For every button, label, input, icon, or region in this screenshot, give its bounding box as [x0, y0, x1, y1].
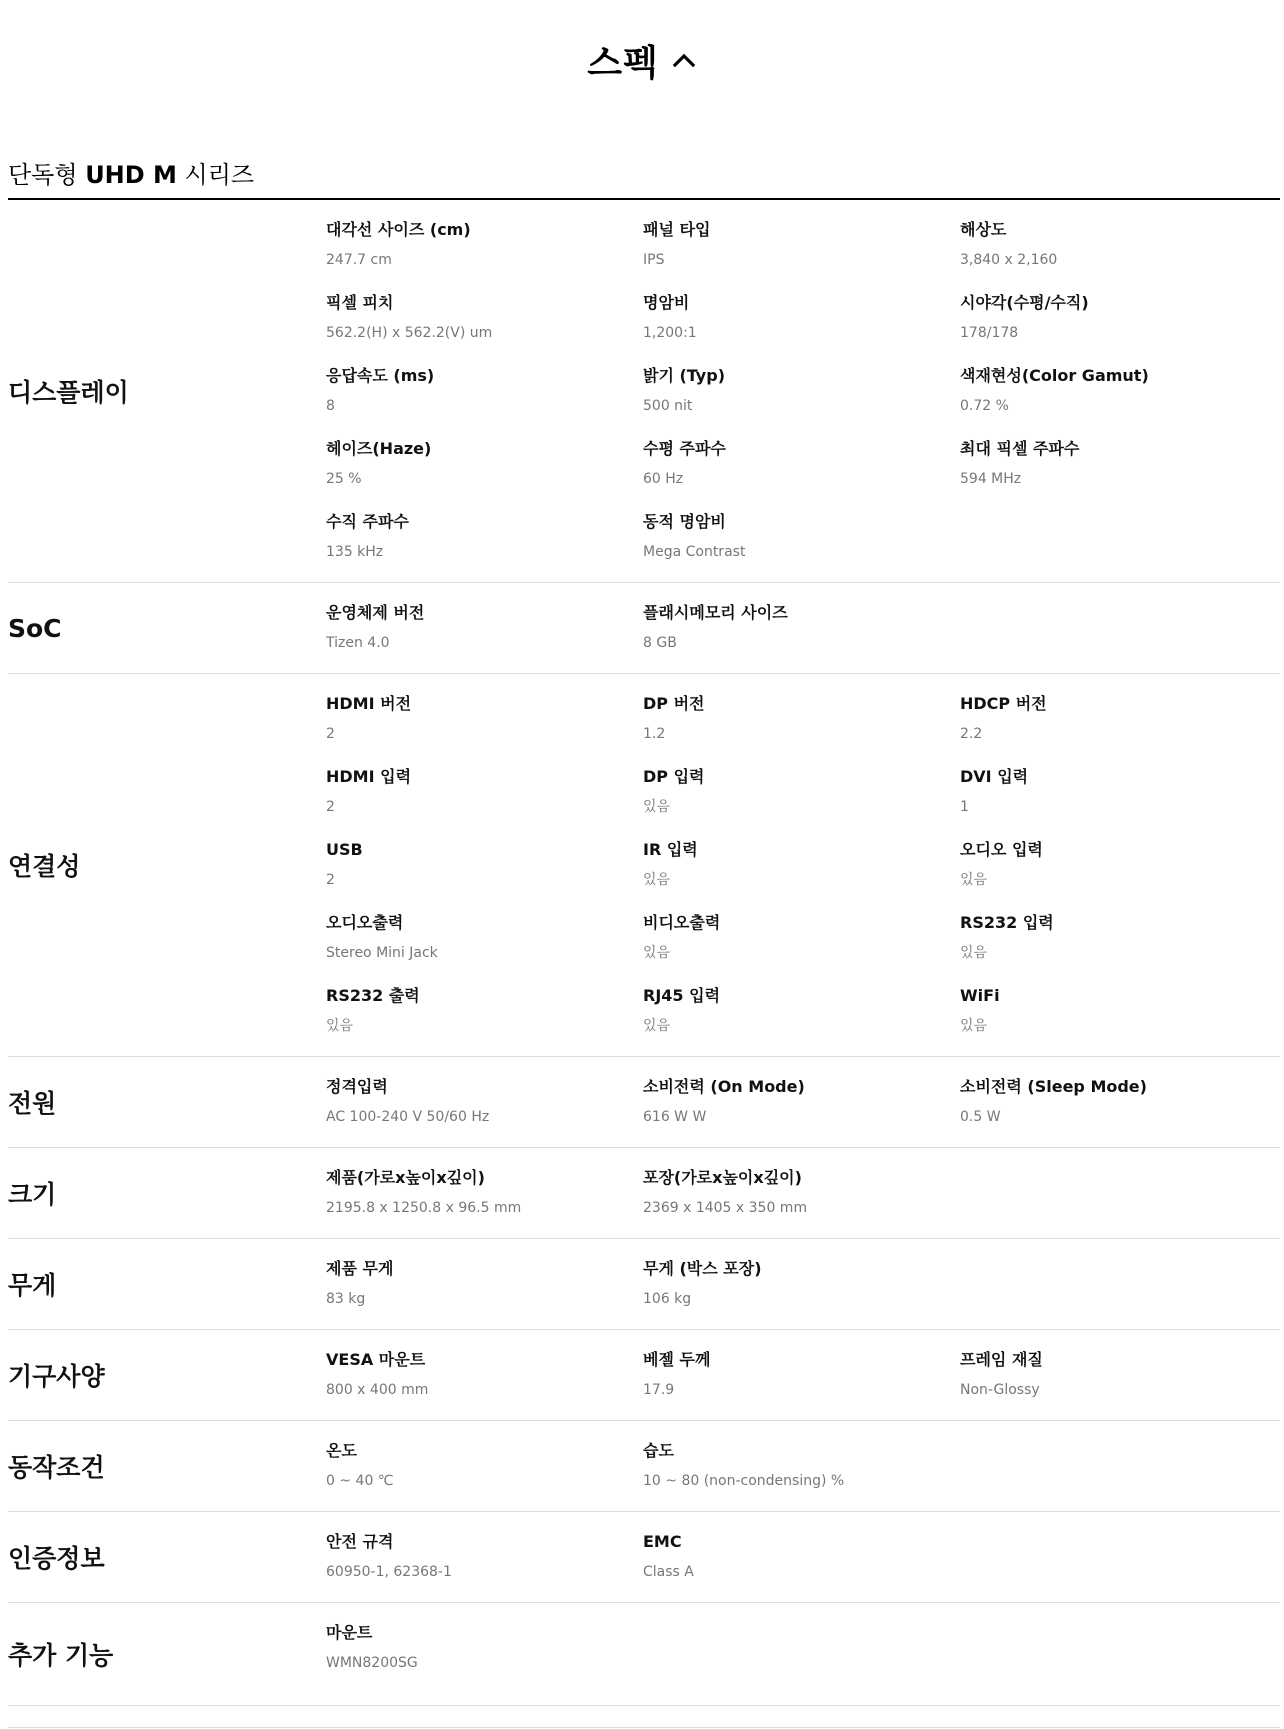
spec-item-value: 616 W W [643, 1109, 707, 1125]
spec-item-value: 2369 x 1405 x 350 mm [643, 1200, 808, 1216]
spec-item-label: 헤이즈(Haze) [326, 439, 432, 458]
spec-item-label: DP 버전 [643, 694, 705, 713]
spec-item [326, 1075, 643, 1130]
spec-item-label: 시야각(수평/수직) [960, 293, 1089, 312]
spec-item-label: USB [326, 840, 363, 859]
spec-item-label: 소비전력 (On Mode) [643, 1077, 805, 1096]
spec-item-value: Tizen 4.0 [326, 635, 390, 651]
spec-item-label: 동적 명암비 [643, 512, 726, 531]
spec-grid [326, 1421, 1280, 1511]
spec-item-value: 1 [960, 799, 969, 815]
spec-item-label: 무게 (박스 포장) [643, 1259, 762, 1278]
spec-item-value: 60950-1, 62368-1 [326, 1564, 452, 1580]
spec-item-value: 8 GB [643, 635, 677, 651]
spec-item [326, 984, 643, 1039]
spec-item-label: HDMI 입력 [326, 767, 412, 786]
spec-item-label: VESA 마운트 [326, 1350, 426, 1369]
spec-item-label: RS232 입력 [960, 913, 1054, 932]
section-label: 연결성 [8, 852, 81, 881]
spec-item [326, 1348, 643, 1403]
spec-item-value: 3,840 x 2,160 [960, 252, 1058, 268]
spec-title: 스펙 [587, 42, 659, 84]
spec-section [8, 1603, 1280, 1706]
spec-item-label: RJ45 입력 [643, 986, 721, 1005]
spec-item-value: WMN8200SG [326, 1655, 418, 1671]
spec-item-value: Non-Glossy [960, 1382, 1040, 1398]
spec-item [326, 1439, 643, 1494]
spec-section [8, 583, 1280, 674]
spec-item-value: 247.7 cm [326, 252, 392, 268]
spec-item-label: DVI 입력 [960, 767, 1029, 786]
spec-item-label: 온도 [326, 1441, 357, 1460]
spec-item-value: 60 Hz [643, 471, 684, 487]
spec-item [326, 291, 643, 346]
model-title-prefix: 단독형 [8, 161, 86, 189]
spec-item-value: 2 [326, 799, 335, 815]
spec-item-value: 있음 [960, 945, 988, 961]
spec-item-value: 있음 [643, 799, 671, 815]
spec-section [8, 1421, 1280, 1512]
spec-item-label: 수직 주파수 [326, 512, 409, 531]
spec-item-value: Class A [643, 1564, 694, 1580]
spec-item [643, 1530, 960, 1585]
spec-section [8, 1148, 1280, 1239]
spec-grid [326, 200, 1280, 582]
spec-item-label: 프레임 재질 [960, 1350, 1043, 1369]
spec-item-value: 0.5 W [960, 1109, 1001, 1125]
spec-item [643, 1166, 960, 1221]
spec-item-label: DP 입력 [643, 767, 705, 786]
section-label: 디스플레이 [8, 378, 129, 407]
spec-item-value: 135 kHz [326, 544, 384, 560]
spec-item-label: 패널 타입 [643, 220, 711, 239]
spec-item [643, 291, 960, 346]
spec-item [960, 1075, 1280, 1130]
spec-item [326, 1257, 643, 1312]
spec-item [643, 984, 960, 1039]
spec-item [326, 692, 643, 747]
spec-item-value: Stereo Mini Jack [326, 945, 438, 961]
spec-item-value: AC 100-240 V 50/60 Hz [326, 1109, 490, 1125]
spec-item-label: 대각선 사이즈 (cm) [326, 220, 471, 239]
section-label: SoC [8, 613, 62, 643]
spec-item-value: 2.2 [960, 726, 983, 742]
spec-item [326, 1166, 643, 1221]
spec-item-label: 비디오출력 [643, 913, 721, 932]
spec-item-value: 있음 [643, 945, 671, 961]
spec-item-value: Mega Contrast [643, 544, 746, 560]
spec-section [8, 674, 1280, 1057]
spec-item-label: HDMI 버전 [326, 694, 412, 713]
spec-item-value: 있음 [960, 872, 988, 888]
spec-item-value: 83 kg [326, 1291, 366, 1307]
spec-section [8, 1239, 1280, 1330]
spec-item [326, 765, 643, 820]
spec-item-value: 0 ~ 40 ℃ [326, 1473, 394, 1489]
section-label: 인증정보 [8, 1544, 105, 1573]
spec-item-value: 594 MHz [960, 471, 1022, 487]
spec-item [326, 1530, 643, 1585]
spec-item-label: 습도 [643, 1441, 674, 1460]
spec-item-label: 정격입력 [326, 1077, 388, 1096]
spec-grid [326, 1239, 1280, 1329]
spec-item-label: 포장(가로x높이x깊이) [643, 1168, 802, 1187]
spec-section [8, 1512, 1280, 1603]
spec-item [643, 364, 960, 419]
spec-item-value: 10 ~ 80 (non-condensing) % [643, 1473, 845, 1489]
spec-item [960, 838, 1280, 893]
spec-item-label: 오디오출력 [326, 913, 404, 932]
spec-item-label: IR 입력 [643, 840, 698, 859]
spec-item-label: 제품 무게 [326, 1259, 394, 1278]
spec-item-value: IPS [643, 252, 665, 268]
spec-item [326, 510, 643, 565]
spec-item-label: 플래시메모리 사이즈 [643, 603, 788, 622]
spec-grid [326, 1603, 1280, 1705]
spec-item-value: 0.72 % [960, 398, 1009, 414]
section-label: 추가 기능 [8, 1641, 114, 1670]
spec-item-label: 명암비 [643, 293, 690, 312]
spec-grid [326, 1148, 1280, 1238]
spec-item-label: 오디오 입력 [960, 840, 1043, 859]
spec-item [326, 364, 643, 419]
spec-item [326, 601, 643, 656]
spec-item-value: 1,200:1 [643, 325, 697, 341]
spec-item-value: 106 kg [643, 1291, 692, 1307]
spec-item [643, 692, 960, 747]
spec-item [326, 911, 643, 966]
spec-item [643, 437, 960, 492]
spec-item-label: 색재현성(Color Gamut) [960, 366, 1149, 385]
spec-item [960, 437, 1280, 492]
spec-item [643, 510, 960, 565]
spec-item-label: 운영체제 버전 [326, 603, 425, 622]
spec-item-label: 픽셀 피치 [326, 293, 394, 312]
section-label: 기구사양 [8, 1362, 105, 1391]
model-title-suffix: 시리즈 [176, 161, 255, 189]
spec-item-label: EMC [643, 1532, 682, 1551]
spec-item [326, 838, 643, 893]
spec-item [643, 911, 960, 966]
spec-item [960, 911, 1280, 966]
spec-item [643, 1348, 960, 1403]
spec-item [643, 765, 960, 820]
spec-item-label: 해상도 [960, 220, 1007, 239]
spec-item [643, 218, 960, 273]
spec-item-label: 소비전력 (Sleep Mode) [960, 1077, 1147, 1096]
spec-item [643, 1257, 960, 1312]
spec-item [960, 364, 1280, 419]
spec-item-value: 2 [326, 872, 335, 888]
spec-section [8, 1330, 1280, 1421]
model-title-name: UHD M [85, 161, 177, 189]
spec-item [326, 218, 643, 273]
spec-item-value: 562.2(H) x 562.2(V) um [326, 325, 493, 341]
bottom-divider [8, 1727, 1280, 1728]
spec-item-value: 2 [326, 726, 335, 742]
spec-item-label: 밝기 (Typ) [643, 366, 726, 385]
spec-grid [326, 1512, 1280, 1602]
spec-header [0, 0, 1284, 140]
spec-grid [326, 1057, 1280, 1147]
spec-item [326, 437, 643, 492]
section-label: 동작조건 [8, 1453, 105, 1482]
spec-grid [326, 583, 1280, 673]
spec-item-value: 500 nit [643, 398, 693, 414]
spec-item [326, 1621, 643, 1687]
spec-item [960, 291, 1280, 346]
spec-item-value: 25 % [326, 471, 362, 487]
section-label: 크기 [8, 1180, 57, 1209]
spec-grid [326, 674, 1280, 1056]
spec-item [960, 218, 1280, 273]
spec-item-label: 수평 주파수 [643, 439, 726, 458]
spec-item-value: 178/178 [960, 325, 1019, 341]
spec-item-value: 있음 [960, 1018, 988, 1034]
spec-toggle[interactable] [587, 35, 697, 86]
spec-item [643, 601, 960, 656]
spec-item-label: WiFi [960, 986, 1000, 1005]
spec-item [960, 1348, 1280, 1403]
section-label: 전원 [8, 1089, 57, 1118]
spec-item [643, 1439, 960, 1494]
spec-item-label: HDCP 버전 [960, 694, 1047, 713]
spec-item [643, 1075, 960, 1130]
spec-item [960, 765, 1280, 820]
spec-item-value: 2195.8 x 1250.8 x 96.5 mm [326, 1200, 522, 1216]
model-title [8, 155, 254, 190]
spec-item-label: 응답속도 (ms) [326, 366, 435, 385]
spec-item-label: 베젤 두께 [643, 1350, 711, 1369]
spec-item-label: 최대 픽셀 주파수 [960, 439, 1080, 458]
spec-grid [326, 1330, 1280, 1420]
spec-item-label: 안전 규격 [326, 1532, 394, 1551]
spec-item-value: 8 [326, 398, 335, 414]
spec-item-value: 있음 [326, 1018, 354, 1034]
spec-item-value: 800 x 400 mm [326, 1382, 429, 1398]
chevron-up-icon[interactable] [671, 50, 697, 70]
spec-item-value: 있음 [643, 1018, 671, 1034]
spec-item [960, 692, 1280, 747]
spec-section [8, 1057, 1280, 1148]
spec-item [643, 838, 960, 893]
spec-item-value: 있음 [643, 872, 671, 888]
spec-item-label: RS232 출력 [326, 986, 420, 1005]
spec-item-label: 마운트 [326, 1623, 373, 1642]
spec-item-value: 17.9 [643, 1382, 675, 1398]
spec-item [960, 984, 1280, 1039]
spec-table [8, 200, 1280, 1706]
section-label: 무게 [8, 1271, 57, 1300]
spec-item-label: 제품(가로x높이x깊이) [326, 1168, 485, 1187]
spec-item-value: 1.2 [643, 726, 666, 742]
spec-section [8, 200, 1280, 583]
